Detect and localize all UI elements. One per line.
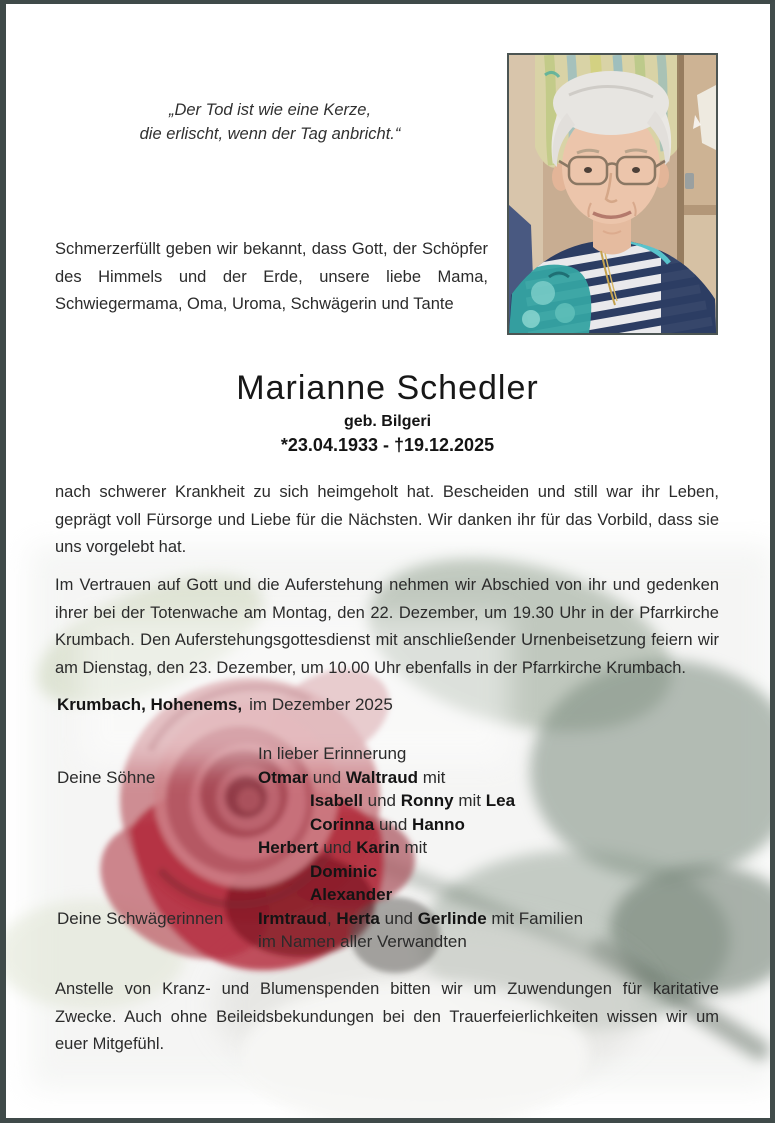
family-text: und bbox=[308, 767, 346, 787]
family-row bbox=[57, 907, 737, 931]
family-member-name: Dominic bbox=[310, 861, 378, 881]
family-member-name: Isabell bbox=[310, 791, 363, 810]
family-member-name: Corinna bbox=[310, 814, 375, 834]
relation-label bbox=[57, 883, 258, 907]
relation-label: Deine Söhne bbox=[57, 767, 156, 787]
family-row bbox=[57, 813, 737, 837]
family-text: mit Familien bbox=[486, 908, 584, 928]
family-member-name: Ronny bbox=[400, 791, 454, 810]
family-text: mit bbox=[399, 838, 428, 857]
family-text: , bbox=[326, 908, 337, 928]
portrait-photo bbox=[507, 53, 718, 335]
family-names bbox=[258, 836, 737, 860]
portrait-photo-art bbox=[509, 55, 716, 333]
family-names bbox=[258, 883, 737, 907]
family-text: im Namen aller Verwandten bbox=[258, 932, 467, 951]
family-names bbox=[258, 789, 737, 813]
deceased-name: Marianne Schedler bbox=[236, 369, 539, 407]
family-names bbox=[258, 742, 737, 766]
family-row bbox=[57, 789, 737, 813]
quote-line-2: die erlischt, wenn der Tag anbricht.“ bbox=[139, 124, 401, 143]
relation-label bbox=[57, 860, 258, 884]
family-member-name: Herbert bbox=[258, 838, 319, 857]
relation-label bbox=[57, 742, 258, 766]
family-text: und bbox=[318, 838, 357, 857]
family-member-name: Alexander bbox=[310, 885, 393, 904]
family-member-name: Irmtraud bbox=[258, 908, 327, 928]
family-member-name: Herta bbox=[336, 908, 380, 928]
family-member-name: Lea bbox=[485, 791, 516, 810]
family-row bbox=[57, 836, 737, 860]
family-names bbox=[258, 766, 737, 790]
family-text: und bbox=[379, 908, 418, 928]
family-member-name: Hanno bbox=[412, 814, 465, 834]
family-names bbox=[258, 860, 737, 884]
relation-label bbox=[57, 813, 258, 837]
relation-label bbox=[57, 789, 258, 813]
family-names bbox=[258, 930, 737, 954]
family-row bbox=[57, 766, 737, 790]
dateline bbox=[57, 695, 393, 715]
dateline-date: im Dezember 2025 bbox=[249, 695, 393, 714]
life-dates: *23.04.1933 - †19.12.2025 bbox=[280, 435, 495, 455]
family-text: und bbox=[362, 791, 401, 810]
family-member-name: Gerlinde bbox=[417, 908, 487, 928]
family-member-name: Waltraud bbox=[345, 767, 418, 787]
relation-label: Deine Schwägerinnen bbox=[57, 908, 224, 928]
death-paragraph: nach schwerer Krankheit zu sich heimgeholt hat. Bescheiden und still war ihr Leben, geprägt voll Fürsorge und Liebe für die Nächsten. Wir danken ihr für das Vorbild, dass sie uns vorgelebt hat. bbox=[55, 483, 719, 556]
dateline-locations: Krumbach, Hohenems, bbox=[57, 695, 243, 714]
relation-label bbox=[57, 836, 258, 860]
family-names bbox=[258, 907, 737, 931]
family-block bbox=[57, 742, 737, 954]
donations-paragraph: Anstelle von Kranz- und Blumenspenden bitten wir um Zuwendungen für karitative Zwecke. Auch ohne Beileidsbekundungen bei den Trauerfeierlichkeiten wissen wir um euer Mitgefühl. bbox=[55, 980, 719, 1053]
announcement-intro: Schmerzerfüllt geben wir bekannt, dass Gott, der Schöpfer des Himmels und der Erde, unsere liebe Mama, Schwiegermama, Oma, Uroma, Schwägerin und Tante bbox=[55, 240, 488, 313]
family-row bbox=[57, 742, 737, 766]
memorial-quote bbox=[50, 99, 490, 146]
family-text: mit bbox=[417, 767, 446, 787]
relation-label bbox=[57, 930, 258, 954]
birth-name: geb. Bilgeri bbox=[343, 413, 432, 430]
family-member-name: Otmar bbox=[258, 767, 309, 787]
family-text: und bbox=[374, 814, 413, 834]
family-row bbox=[57, 930, 737, 954]
family-text: In lieber Erinnerung bbox=[258, 744, 407, 763]
family-row bbox=[57, 883, 737, 907]
quote-line-1: „Der Tod ist wie eine Kerze, bbox=[168, 101, 372, 119]
family-text: mit bbox=[453, 791, 486, 810]
funeral-details-paragraph: Im Vertrauen auf Gott und die Auferstehung nehmen wir Abschied von ihr und gedenken ihrer bei der Totenwache am Montag, den 22. Dezember, um 19.30 Uhr in der Pfarrkirche Krumbach. Den Auferstehungsgottesdienst mit anschließender Urnenbeisetzung feiern wir am Dienstag, den 23. Dezember, um 10.00 Uhr ebenfalls in der Pfarrkirche Krumbach. bbox=[55, 576, 719, 677]
family-names bbox=[258, 813, 737, 837]
family-member-name: Karin bbox=[356, 838, 400, 857]
family-row bbox=[57, 860, 737, 884]
